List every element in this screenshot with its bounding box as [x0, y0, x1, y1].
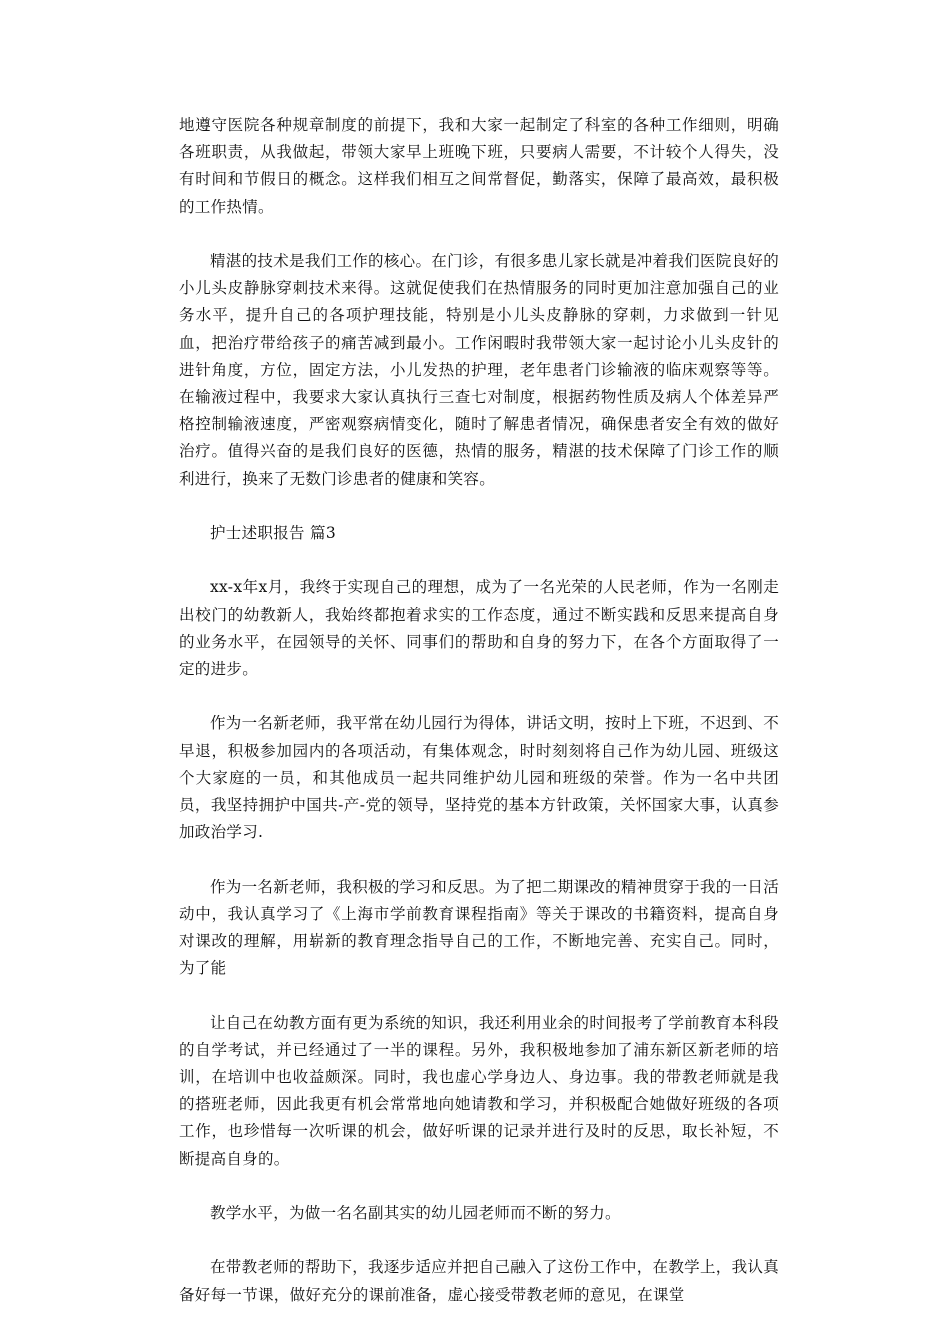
paragraph-learning: 作为一名新老师，我积极的学习和反思。为了把二期课改的精神贯穿于我的一日活动中，我认真学习了《上海市学前教育课程指南》等关于课改的书籍资料，提高自身对课改的理解，用崭新的教育理念指导自己的工作，不断地完善、充实自己。同时，为了能 [179, 877, 779, 978]
paragraph-intro: xx-x年x月，我终于实现自己的理想，成为了一名光荣的人民老师，作为一名刚走出校门的幼教新人，我始终都抱着求实的工作态度，通过不断实践和反思来提高自身的业务水平，在园领导的关怀、同事们的帮助和自身的努力下，在各个方面取得了一定的进步。 [179, 578, 779, 679]
paragraph-knowledge: 让自己在幼教方面有更为系统的知识，我还利用业余的时间报考了学前教育本科段的自学考试，并已经通过了一半的课程。另外，我积极地参加了浦东新区新老师的培训，在培训中也收益颇深。同时，我也虚心学身边人、身边事。我的带教老师就是我的搭班老师，因此我更有机会常常地向她请教和学习，并积极配合她做好班级的各项工作，也珍惜每一次听课的机会，做好听课的记录并进行及时的反思，取长补短，不断提高自身的。 [179, 1013, 779, 1168]
paragraph-mentor: 在带教老师的帮助下，我逐步适应并把自己融入了这份工作中，在教学上，我认真备好每一节课，做好充分的课前准备，虚心接受带教老师的意见，在课堂 [179, 1258, 779, 1304]
section-heading: 护士述职报告 篇3 [210, 524, 336, 543]
paragraph-technique: 精湛的技术是我们工作的核心。在门诊，有很多患儿家长就是冲着我们医院良好的小儿头皮静脉穿刺技术来得。这就促使我们在热情服务的同时更加注意加强自己的业务水平，提升自己的各项护理技能，特别是小儿头皮静脉的穿刺，力求做到一针见血，把治疗带给孩子的痛苦减到最小。工作闲暇时我带领大家一起讨论小儿头皮针的进针角度，方位，固定方法，小儿发热的护理，老年患者门诊输液的临床观察等等。在输液过程中，我要求大家认真执行三查七对制度，根据药物性质及病人个体差异严格控制输液速度，严密观察病情变化，随时了解患者情况，确保患者安全有效的做好治疗。值得兴奋的是我们良好的医德，热情的服务，精湛的技术保障了门诊工作的顺利进行，换来了无数门诊患者的健康和笑容。 [179, 252, 779, 488]
paragraph-continuation: 地遵守医院各种规章制度的前提下，我和大家一起制定了科室的各种工作细则，明确各班职责，从我做起，带领大家早上班晚下班，只要病人需要，不计较个人得失，没有时间和节假日的概念。这样我们相互之间常督促，勤落实，保障了最高效，最积极的工作热情。 [179, 116, 779, 216]
paragraph-conduct: 作为一名新老师，我平常在幼儿园行为得体，讲话文明，按时上下班，不迟到、不早退，积极参加园内的各项活动，有集体观念，时时刻刻将自己作为幼儿园、班级这个大家庭的一员，和其他成员一起共同维护幼儿园和班级的荣誉。作为一名中共团员，我坚持拥护中国共-产-党的领导，坚持党的基本方针政策，关怀国家大事，认真参加政治学习. [179, 714, 779, 842]
paragraph-teaching-level: 教学水平，为做一名名副其实的幼儿园老师而不断的努力。 [210, 1204, 621, 1223]
document-body [179, 112, 779, 1309]
